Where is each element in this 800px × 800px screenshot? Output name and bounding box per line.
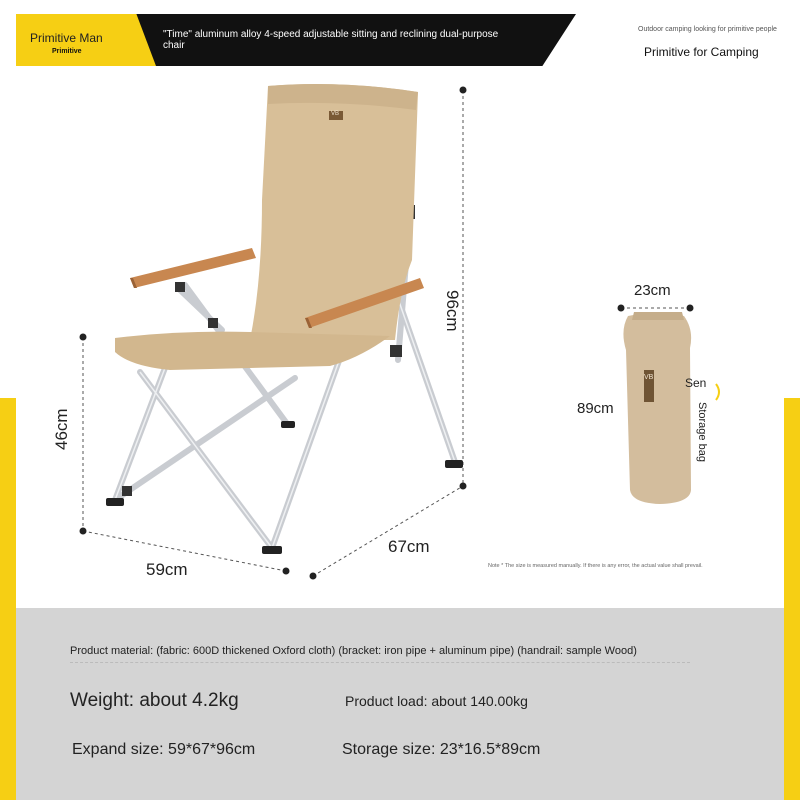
- spec-divider: [70, 662, 690, 663]
- bag-logo-text: VB: [644, 374, 654, 381]
- bag-width-dimension-label: 23cm: [634, 282, 671, 299]
- spec-storage-size: Storage size: 23*16.5*89cm: [342, 741, 541, 758]
- chair-logo-text: VB: [331, 111, 340, 117]
- bag-label-rotated: Storage bag: [696, 402, 708, 462]
- tagline-title: Primitive for Camping: [644, 45, 759, 59]
- tagline: Outdoor camping looking for primitive people: [638, 26, 777, 33]
- bag-label-top: Sen: [685, 376, 707, 390]
- brand-subtitle: Primitive: [52, 48, 82, 55]
- chair-feet: [106, 421, 463, 554]
- height-dimension-label: 96cm: [443, 290, 462, 332]
- spec-load: Product load: about 140.00kg: [345, 693, 528, 709]
- chair-backrest: [250, 84, 418, 340]
- depth-dimension-line: [313, 486, 463, 576]
- product-title: "Time" aluminum alloy 4-speed adjustable sitting and reclining dual-purpose chair: [163, 29, 499, 51]
- depth-dimension-label: 67cm: [388, 537, 430, 556]
- spec-weight: Weight: about 4.2kg: [70, 690, 239, 711]
- brand-name: Primitive Man: [30, 31, 103, 45]
- bag-height-dimension-label: 89cm: [577, 400, 614, 417]
- spec-expand-size: Expand size: 59*67*96cm: [72, 741, 256, 758]
- width-dimension-label: 59cm: [146, 560, 188, 579]
- measurement-note: Note * The size is measured manually. If there is any error, the actual value shall prevail.: [488, 563, 703, 569]
- seat-height-dimension-label: 46cm: [52, 408, 71, 450]
- chair-seat: [115, 332, 390, 370]
- spec-material: Product material: (fabric: 600D thickened Oxford cloth) (bracket: iron pipe + aluminum pipe) (handrail: sample Wood): [70, 645, 637, 657]
